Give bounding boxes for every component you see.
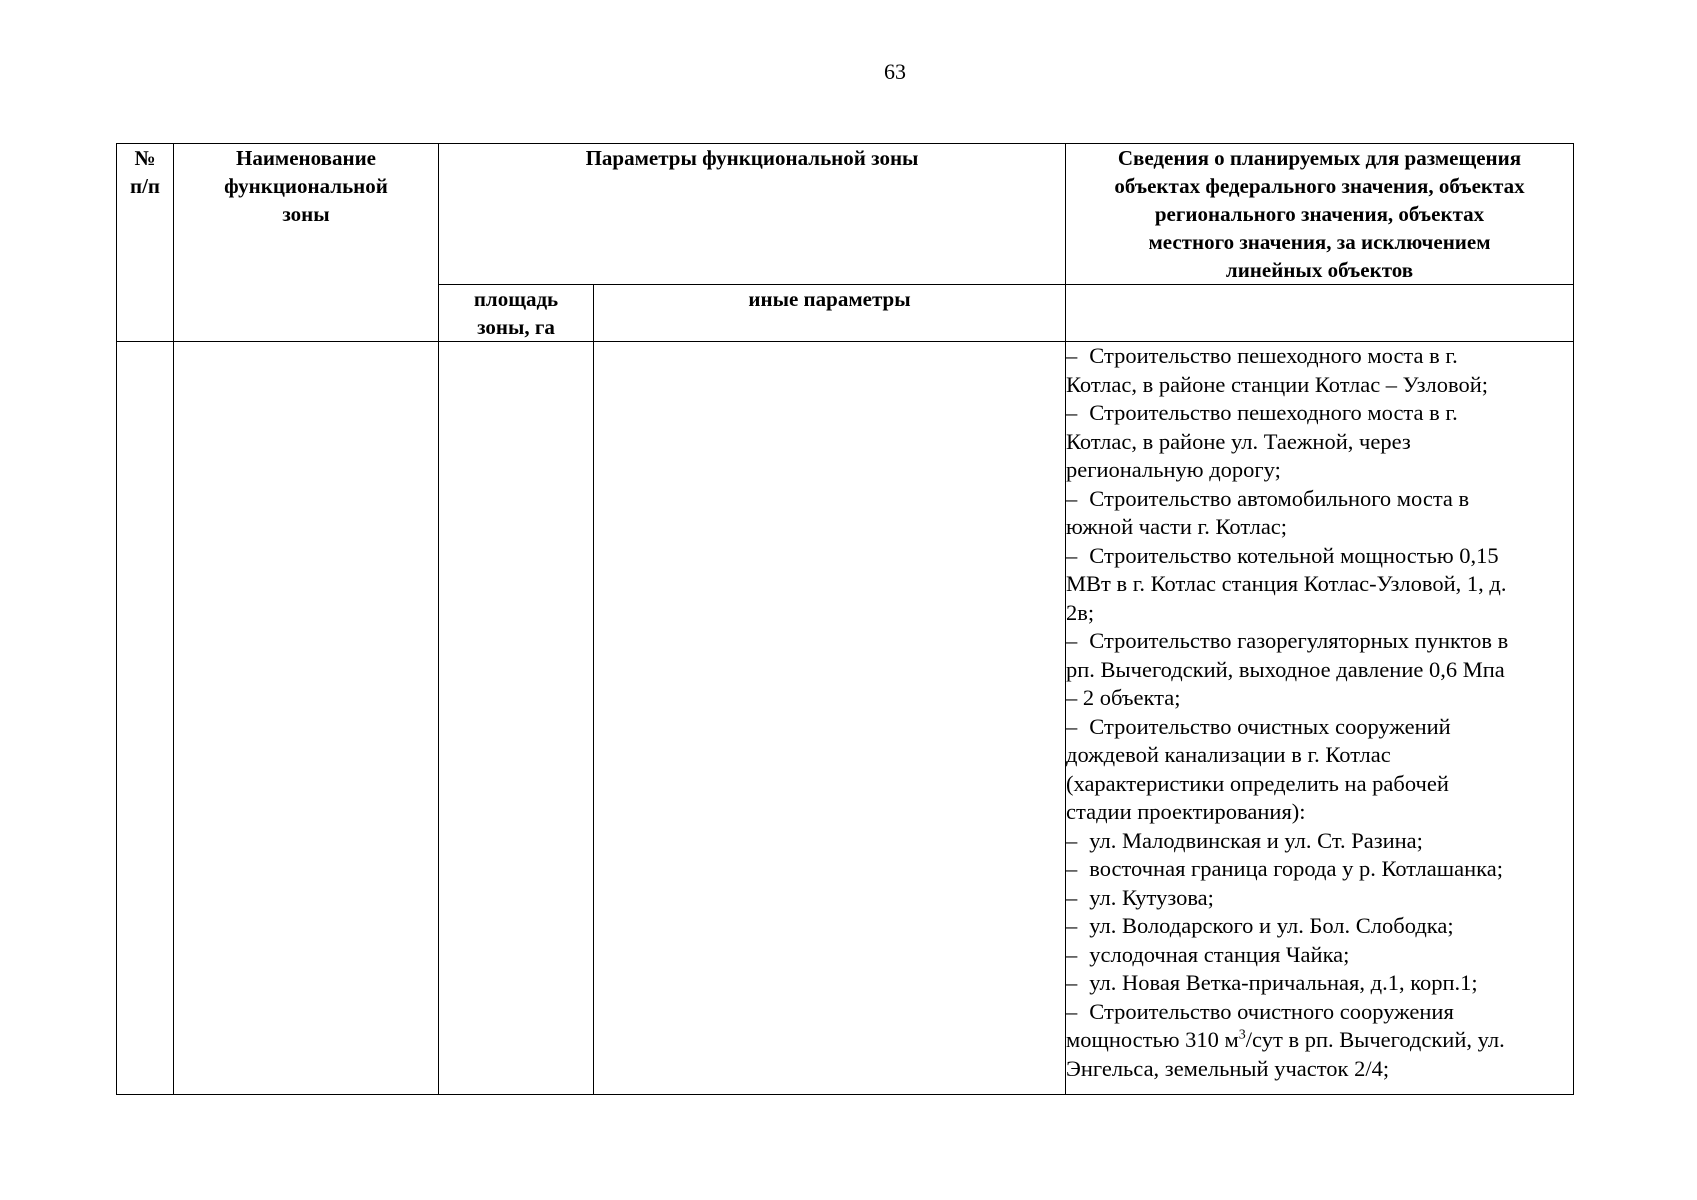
list-item-line: Строительство автомобильного моста в bbox=[1089, 485, 1470, 511]
list-item bbox=[1066, 912, 1573, 941]
header-zone-params bbox=[439, 144, 1066, 285]
list-item-line: услодочная станция Чайка; bbox=[1089, 941, 1350, 967]
list-item bbox=[1066, 969, 1573, 998]
header-empty bbox=[1066, 285, 1574, 342]
list-item bbox=[1066, 485, 1573, 542]
list-dash: – bbox=[1066, 884, 1078, 910]
last-item-line3: Энгельса, земельный участок 2/4; bbox=[1066, 1055, 1390, 1081]
functional-zones-table bbox=[116, 143, 1574, 1095]
list-item-line: стадии проектирования): bbox=[1066, 799, 1306, 824]
table-row bbox=[117, 342, 1574, 1095]
list-item-line: Котлас, в районе ул. Таежной, через bbox=[1066, 428, 1411, 454]
list-item bbox=[1066, 855, 1573, 884]
header-planned-objects-line: регионального значения, объектах bbox=[1154, 202, 1485, 226]
cell-zone-name bbox=[174, 342, 439, 1095]
last-item-line2-post: /сут в рп. Вычегодский, ул. bbox=[1245, 1027, 1505, 1052]
list-item-line: ул. Володарского и ул. Бол. Слободка; bbox=[1089, 913, 1454, 938]
header-planned-objects-line: местного значения, за исключением bbox=[1148, 230, 1491, 254]
header-zone-params-label: Параметры функциональной зоны bbox=[585, 146, 919, 170]
list-item-line: ул. Кутузова; bbox=[1089, 884, 1214, 910]
list-item-last bbox=[1066, 998, 1573, 1084]
list-item-line: Строительство котельной мощностью 0,15 bbox=[1089, 542, 1499, 568]
list-item-line: МВт в г. Котлас станция Котлас-Узловой, 1, д. bbox=[1066, 571, 1507, 596]
list-item-line: южной части г. Котлас; bbox=[1066, 514, 1288, 539]
list-item-line: Котлас, в районе станции Котлас – Узловой; bbox=[1066, 371, 1489, 397]
planned-objects-list bbox=[1066, 342, 1573, 998]
list-item-line: региональную дорогу; bbox=[1066, 457, 1281, 482]
header-num-line: № bbox=[134, 146, 156, 170]
header-area-line: площадь bbox=[473, 287, 559, 311]
header-planned-objects-line: линейных объектов bbox=[1225, 258, 1414, 282]
list-dash: – bbox=[1066, 998, 1078, 1024]
header-num-line: п/п bbox=[129, 174, 161, 198]
list-item-line: – 2 объекта; bbox=[1066, 685, 1181, 710]
header-zone-name-line: зоны bbox=[282, 202, 330, 226]
page-number: 63 bbox=[884, 59, 906, 84]
header-other-params bbox=[594, 285, 1066, 342]
cell-planned-objects bbox=[1066, 342, 1574, 1095]
list-dash: – bbox=[1066, 827, 1078, 853]
header-other-params-label: иные параметры bbox=[748, 287, 911, 311]
list-dash: – bbox=[1066, 485, 1078, 511]
header-planned-objects bbox=[1066, 144, 1574, 285]
last-item-line2-pre: мощностью 310 м bbox=[1066, 1027, 1239, 1052]
list-item bbox=[1066, 884, 1573, 913]
list-item bbox=[1066, 627, 1573, 713]
list-item-line: Строительство пешеходного моста в г. bbox=[1089, 400, 1458, 425]
cubic-superscript: 3 bbox=[1238, 1027, 1246, 1043]
list-item-line: ул. Малодвинская и ул. Ст. Разина; bbox=[1089, 827, 1423, 853]
list-item-line: 2в; bbox=[1066, 599, 1095, 625]
list-dash: – bbox=[1066, 343, 1078, 368]
list-dash: – bbox=[1066, 400, 1078, 425]
list-item bbox=[1066, 342, 1573, 399]
header-zone-name bbox=[174, 144, 439, 342]
header-area-line: зоны, га bbox=[477, 315, 555, 339]
list-dash: – bbox=[1066, 713, 1078, 739]
last-item-line1: Строительство очистного сооружения bbox=[1089, 998, 1454, 1024]
list-dash: – bbox=[1066, 542, 1078, 568]
list-item bbox=[1066, 827, 1573, 856]
cell-num bbox=[117, 342, 174, 1095]
list-item-line: Строительство очистных сооружений bbox=[1089, 713, 1451, 739]
list-item bbox=[1066, 713, 1573, 827]
header-zone-name-line: Наименование bbox=[236, 146, 376, 170]
list-item bbox=[1066, 399, 1573, 485]
list-item-line: Строительство пешеходного моста в г. bbox=[1089, 343, 1458, 368]
header-area bbox=[439, 285, 594, 342]
header-planned-objects-line: Сведения о планируемых для размещения bbox=[1117, 146, 1522, 170]
list-dash: – bbox=[1066, 970, 1078, 995]
cell-area bbox=[439, 342, 594, 1095]
header-planned-objects-line: объектах федерального значения, объектах bbox=[1114, 174, 1525, 198]
list-dash: – bbox=[1066, 941, 1078, 967]
list-item bbox=[1066, 542, 1573, 628]
list-item-line: (характеристики определить на рабочей bbox=[1066, 770, 1449, 796]
list-item-line: дождевой канализации в г. Котлас bbox=[1066, 742, 1391, 767]
header-zone-name-line: функциональной bbox=[224, 174, 388, 198]
list-item-line: восточная граница города у р. Котлашанка; bbox=[1089, 856, 1503, 881]
header-num bbox=[117, 144, 174, 342]
list-dash: – bbox=[1066, 913, 1078, 938]
list-dash: – bbox=[1066, 856, 1078, 881]
list-item-line: рп. Вычегодский, выходное давление 0,6 Мпа bbox=[1066, 656, 1505, 682]
list-item-line: Строительство газорегуляторных пунктов в bbox=[1089, 628, 1509, 653]
list-item bbox=[1066, 941, 1573, 970]
list-dash: – bbox=[1066, 628, 1078, 653]
cell-other-params bbox=[594, 342, 1066, 1095]
list-item-line: ул. Новая Ветка-причальная, д.1, корп.1; bbox=[1089, 970, 1478, 995]
